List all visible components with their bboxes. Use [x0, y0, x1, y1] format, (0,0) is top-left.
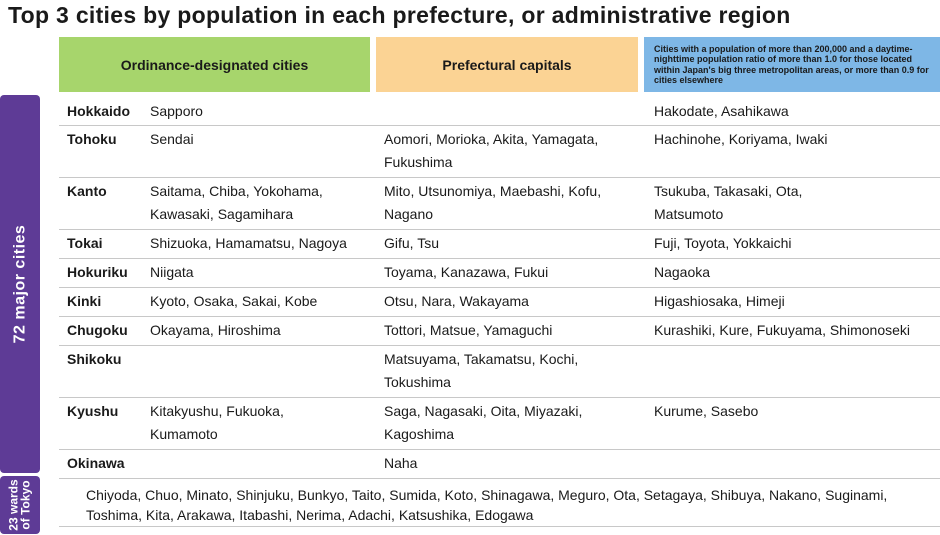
region-name: Kinki [67, 293, 102, 309]
tokyo-wards-list: Chiyoda, Chuo, Minato, Shinjuku, Bunkyo, Taito, Sumida, Koto, Shinagawa, Meguro, Ota, Setagaya, Shibuya, Nakano, Suginami, Toshima, Kita, Arakawa, Itabashi, Nerima, Adachi, Katsushika, Edogawa [86, 487, 888, 523]
table-row [59, 126, 940, 178]
ordinance-cities: Shizuoka, Hamamatsu, Nagoya [150, 235, 347, 251]
header-prefectural-capitals [376, 37, 638, 92]
prefectural-capitals: Saga, Nagasaki, Oita, Miyazaki, Kagoshima [384, 403, 583, 442]
ordinance-cities: Okayama, Hiroshima [150, 322, 281, 338]
ordinance-cities: Niigata [150, 264, 194, 280]
large-cities: Higashiosaka, Himeji [654, 293, 785, 309]
major-cities-tab [0, 95, 40, 473]
prefectural-capitals: Aomori, Morioka, Akita, Yamagata, Fukushima [384, 131, 599, 170]
header-large-cities [644, 37, 940, 92]
large-cities: Fuji, Toyota, Yokkaichi [654, 235, 792, 251]
header-capitals-label: Prefectural capitals [442, 56, 572, 73]
prefectural-capitals: Otsu, Nara, Wakayama [384, 293, 529, 309]
table-row [59, 288, 940, 317]
table-row [59, 259, 940, 288]
large-cities: Hachinohe, Koriyama, Iwaki [654, 131, 828, 147]
large-cities: Kurashiki, Kure, Fukuyama, Shimonoseki [654, 322, 910, 338]
prefectural-capitals: Gifu, Tsu [384, 235, 439, 251]
region-table [59, 98, 940, 479]
table-row [59, 230, 940, 259]
tokyo-wards-row [59, 480, 940, 527]
ordinance-cities: Sapporo [150, 103, 203, 119]
region-name: Tokai [67, 235, 103, 251]
table-row [59, 450, 940, 479]
region-name: Kyushu [67, 403, 119, 419]
header-large-cities-label: Cities with a population of more than 200,000 and a daytime-nighttime population ratio of more than 1.0 for those located within Japan's big three metropolitan areas, or more than 0.9 for cities elsewhere [654, 43, 929, 85]
large-cities: Kurume, Sasebo [654, 403, 759, 419]
prefectural-capitals: Toyama, Kanazawa, Fukui [384, 264, 549, 280]
table-row [59, 346, 940, 398]
region-name: Hokkaido [67, 103, 131, 119]
region-name: Kanto [67, 183, 107, 199]
table-row [59, 178, 940, 230]
prefectural-capitals: Mito, Utsunomiya, Maebashi, Kofu, Nagano [384, 183, 602, 222]
region-name: Shikoku [67, 351, 122, 367]
region-name: Hokuriku [67, 264, 128, 280]
region-name: Tohoku [67, 131, 117, 147]
ordinance-cities: Kyoto, Osaka, Sakai, Kobe [150, 293, 318, 309]
prefectural-capitals: Tottori, Matsue, Yamaguchi [384, 322, 553, 338]
ordinance-cities: Kitakyushu, Fukuoka, Kumamoto [150, 403, 284, 442]
large-cities: Hakodate, Asahikawa [654, 103, 789, 119]
table-row [59, 317, 940, 346]
prefectural-capitals: Naha [384, 455, 418, 471]
header-ordinance-cities [59, 37, 370, 92]
page-title: Top 3 cities by population in each prefecture, or administrative region [8, 2, 791, 28]
prefectural-capitals: Matsuyama, Takamatsu, Kochi, Tokushima [384, 351, 579, 390]
tokyo-wards-label-line1: 23 wards [7, 479, 21, 531]
major-cities-label: 72 major cities [11, 224, 29, 344]
large-cities: Nagaoka [654, 264, 711, 280]
table-row [59, 398, 940, 450]
ordinance-cities: Saitama, Chiba, Yokohama, Kawasaki, Sagamihara [150, 183, 323, 222]
ordinance-cities: Sendai [150, 131, 194, 147]
region-name: Chugoku [67, 322, 128, 338]
tokyo-wards-label-line2: of Tokyo [19, 480, 33, 530]
region-name: Okinawa [67, 455, 125, 471]
table-row [59, 98, 940, 126]
large-cities: Tsukuba, Takasaki, Ota, Matsumoto [654, 183, 803, 222]
tokyo-wards-tab [0, 476, 40, 534]
header-ordinance-label: Ordinance-designated cities [120, 56, 309, 73]
